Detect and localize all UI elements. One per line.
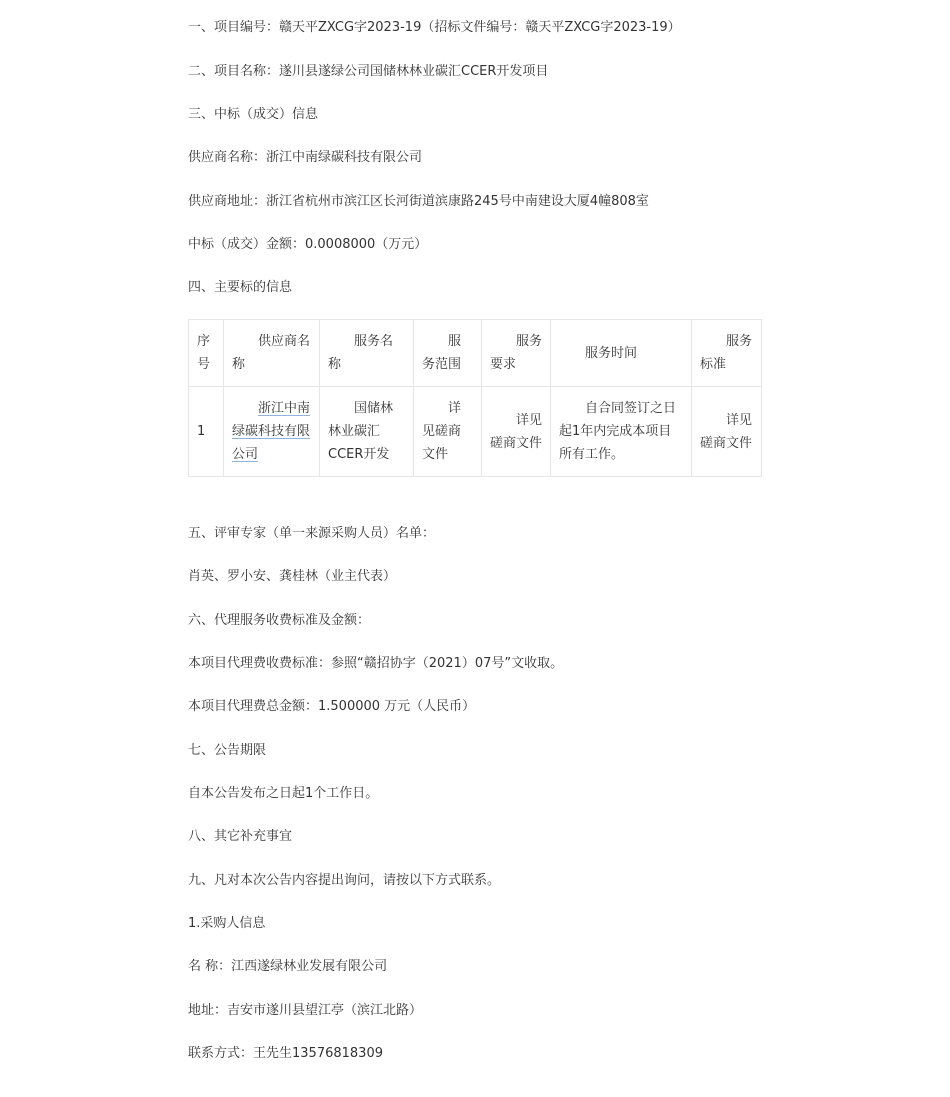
- table-header-row: [189, 320, 762, 387]
- purchaser-name: 名 称：江西遂绿林业发展有限公司: [188, 959, 388, 974]
- main-subject-heading: 四、主要标的信息: [188, 280, 293, 295]
- purchaser-contact: 联系方式：王先生13576818309: [188, 1046, 383, 1061]
- header-service-scope: 服务范围: [414, 320, 482, 387]
- supplier-name-link[interactable]: 浙江中南绿碳科技有限公司: [232, 401, 311, 462]
- cell-service-time: 自合同签订之日起1年内完成本项目所有工作。: [551, 387, 692, 477]
- project-number: 一、项目编号：赣天平ZXCG字2023-19（招标文件编号：赣天平ZXCG字2023-19）: [188, 20, 681, 35]
- header-service-standard: 服务标准: [692, 320, 762, 387]
- header-service-requirement: 服务要求: [482, 320, 551, 387]
- bid-amount: 中标（成交）金额：0.0008000（万元）: [188, 237, 428, 252]
- supplier-address: 供应商地址：浙江省杭州市滨江区长河街道滨康路245号中南建设大厦4幢808室: [188, 194, 649, 209]
- experts-heading: 五、评审专家（单一来源采购人员）名单：: [188, 526, 436, 541]
- purchaser-heading: 1.采购人信息: [188, 916, 266, 931]
- header-index: 序号: [189, 320, 224, 387]
- contact-heading: 九、凡对本次公告内容提出询问，请按以下方式联系。: [188, 873, 501, 888]
- header-service-name: 服务名称: [320, 320, 414, 387]
- agency-fee-total: 本项目代理费总金额：1.500000 万元（人民币）: [188, 699, 476, 714]
- main-subject-table: [188, 319, 762, 477]
- experts-list: 肖英、罗小安、龚桂林（业主代表）: [188, 569, 397, 584]
- cell-service-name: 国储林林业碳汇CCER开发: [320, 387, 414, 477]
- cell-service-requirement: 详见磋商文件: [482, 387, 551, 477]
- purchaser-address: 地址：吉安市遂川县望江亭（滨江北路）: [188, 1003, 423, 1018]
- project-name: 二、项目名称：遂川县遂绿公司国储林林业碳汇CCER开发项目: [188, 64, 549, 79]
- table-row: [189, 387, 762, 477]
- header-service-time: 服务时间: [551, 320, 692, 387]
- agency-fee-heading: 六、代理服务收费标准及金额：: [188, 613, 371, 628]
- header-supplier-name: 供应商名称: [224, 320, 320, 387]
- cell-supplier-name: [224, 387, 320, 477]
- supplier-name: 供应商名称：浙江中南绿碳科技有限公司: [188, 150, 423, 165]
- cell-index: 1: [189, 387, 224, 477]
- cell-service-scope: 详见磋商文件: [414, 387, 482, 477]
- award-info-heading: 三、中标（成交）信息: [188, 107, 319, 122]
- cell-service-standard: 详见磋商文件: [692, 387, 762, 477]
- agency-fee-standard: 本项目代理费收费标准：参照“赣招协字（2021）07号”文收取。: [188, 656, 564, 671]
- notice-period-text: 自本公告发布之日起1个工作日。: [188, 786, 379, 801]
- notice-period-heading: 七、公告期限: [188, 743, 267, 758]
- supplementary-heading: 八、其它补充事宜: [188, 829, 293, 844]
